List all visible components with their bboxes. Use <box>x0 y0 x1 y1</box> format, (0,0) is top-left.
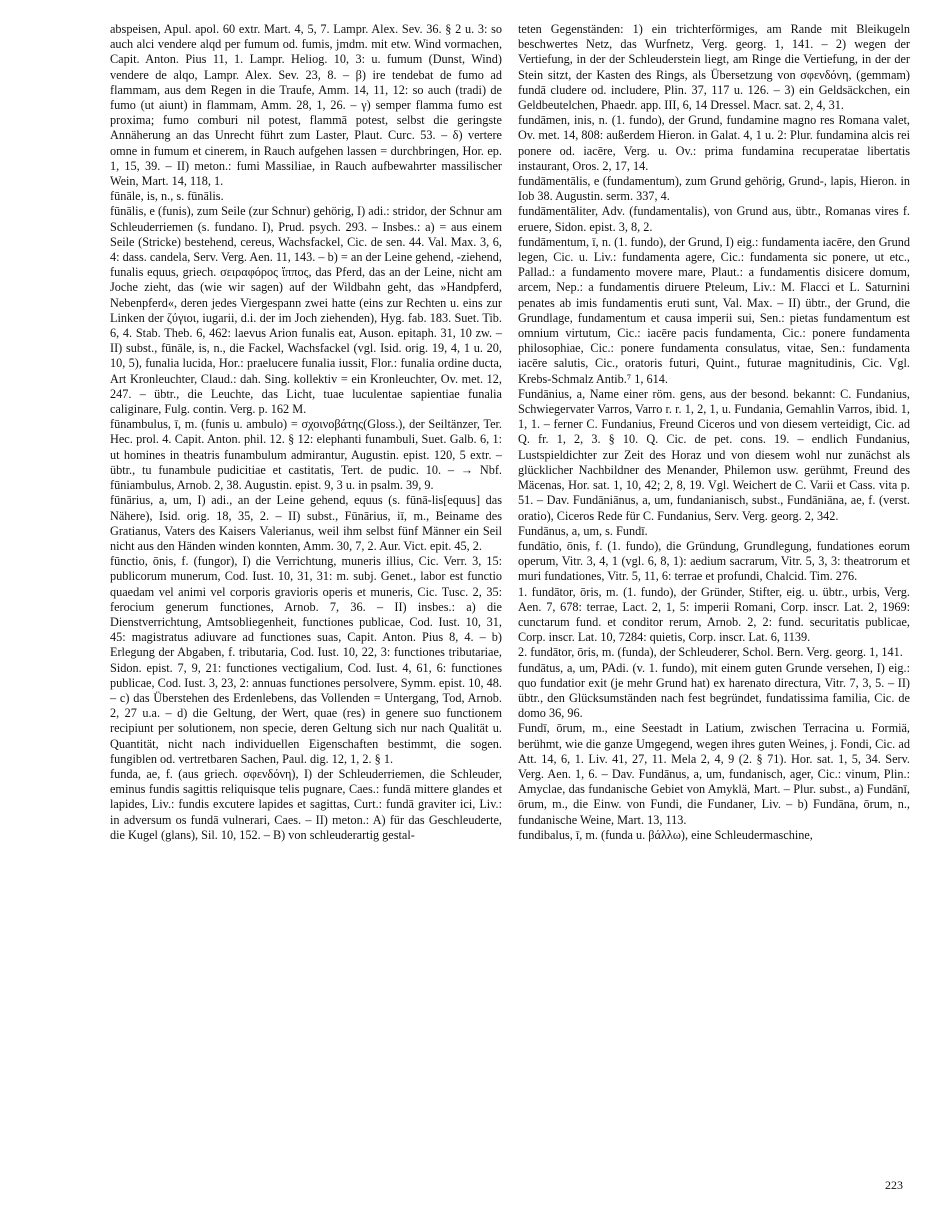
entry-text: 2. fundātor, ōris, m. (funda), der Schleuderer, Schol. Bern. Verg. georg. 1, 141. <box>518 645 903 660</box>
entry-text: teten Gegenständen: 1) ein trichterförmiges, am Rande mit Bleikugeln beschwertes Netz, das Wurfnetz, Verg. georg. 1, 141. – 2) wegen der Vertiefung, in der der Schleuderstein liegt, am Ringe die Vertiefung, in der der Stein sitzt, der Kasten des Rings, als Übersetzung von σφενδόνη, (gemmam) fundā cludere od. includere, Plin. 37, 117 u. 126. – 3) ein Geldsäckchen, ein Geldbeutelchen, Phaedr. app. III, 6, 14 Dressel. Macr. sat. 2, 4, 31. <box>518 22 910 113</box>
entry-text: fūnālis, e (funis), zum Seile (zur Schnur) gehörig, I) adi.: stridor, der Schnur am Schleuderriemen (s. fundano. I), Prud. psych. 293. – Insbes.: a) = aus einem Seile (Stricke) bestehend, cereus, Wachsfackel, Cic. de sen. 44. Val. Max. 3, 6, 4: dass. candela, Serv. Verg. Aen. 11, 143. – b) = an der Leine gehend, -ziehend, funalis equus, griech. σειραφόρος ἵππος, das Pferd, das an der Leine, nicht am Joche zieht, das (wie wir sagen) auf der Wildbahn geht, das »Handpferd, Nebenpferd«, deren jedes Viergespann zwei hatte (eins zur Rechten u. eins zur Linken der ζύγιοι, iugarii, d.i. der im Joch ziehenden), Hyg. fab. 183. Suet. Tib. 6, 4. Stab. Theb. 6, 462: laevus Arion funalis eat, Auson. epitaph. 31, 10 zw. – II) subst., fūnāle, is, n., die Fackel, Wachsfackel (vgl. Isid. orig. 19, 4, 1 u. 20, 10, 5), funalia lucida, Hor.: praelucere funalia iussit, Flor.: funalia ordine ducta, Art Kronleuchter, Claud.: dah. Sing. kollektiv = ein Kronleuchter, Ov. met. 12, 247. – übtr., die Leuchte, das Licht, tuae luculentae sapientiae funalia caliginare, Fulg. contin. Verg. p. 162 M. <box>110 204 502 417</box>
entry-text: Fundānus, a, um, s. Fundī. <box>518 523 648 538</box>
entry-text: fundāmen, inis, n. (1. fundo), der Grund, fundamine magno res Romana valet, Ov. met. 14, 808: außerdem Hieron. in Galat. 4, 1 u. 2: Plur. fundamina alcis rei ponere od. iacēre, Verg. u. Ov.: prima fundamina recuperatae libertatis instaurant, Oros. 2, 17, 14. <box>518 113 910 173</box>
entry-text: fundāmentāliter, Adv. (fundamentalis), von Grund aus, übtr., Romanas vires f. eruere, Sidon. epist. 3, 8, 2. <box>518 204 910 234</box>
entry-text: fundibalus, ī, m. (funda u. βάλλω), eine Schleudermaschine, <box>518 827 813 842</box>
page-number: 223 <box>885 1178 903 1192</box>
entry-text: Fundī, ōrum, m., eine Seestadt in Latium, zwischen Terracina u. Formiä, berühmt, wie die ganze Umgegend, wegen ihres guten Weines, j. Fondi, Cic. ad Att. 14, 6, 1. Liv. 41, 27, 11. Mela 2, 4, 9 (2. § 71). Hor. sat. 1, 5, 34. Serv. Verg. Aen. 1, 6. – Dav. Fundānus, a, um, fundanisch, ager, Cic.: vinum, Plin.: Amyclae, das fundanische Gebiet von Amyklä, Mart. – Plur. subst., a) Fundānī, ōrum, m., die Einw. von Fundi, die Fundaner, Liv. – b) Fundāna, ōrum, n., fundanische Weine, Mart. 13, 113. <box>518 721 910 827</box>
left-column <box>110 22 502 843</box>
entry-text: fundātus, a, um, PAdi. (v. 1. fundo), mit einem guten Grunde versehen, I) eig.: quo fundatior exit (je mehr Grund hat) ex harenato directura, Vitr. 7, 3, 5. – II) übtr., den Glücksumständen nach fest begründet, fundatissima familia, Cic. de domo 36, 96. <box>518 660 910 721</box>
entry-text: fundāmentālis, e (fundamentum), zum Grund gehörig, Grund-, lapis, Hieron. in Iob 38. Augustin. serm. 337, 4. <box>518 174 910 204</box>
entry-text: Fundānius, a, Name einer röm. gens, aus der besond. bekannt: C. Fundanius, Schwiegervater Varros, Varro r. r. 1, 2, 1, u. Fundania, Gemahlin Varros, ibid. 1, 1, 1. – ferner C. Fundanius, Freund Ciceros und von diesem verteidigt, Cic. ad Q. fr. 1, 2, 3. § 10. Q. Cic. de pet. cons. 19. – endlich Fundanius, Lustspieldichter zur Zeit des Horaz und von diesem wohl nur zunächst als glücklicher Nachbildner des Menander, Philemon usw. gerühmt, Freund des Mäcenas, Hor. sat. 1, 10, 42; 2, 8, 19. Vgl. Weichert de C. Varii et Cass. vita p. 51. – Dav. Fundāniānus, a, um, fundanianisch, subst., Fundāniāna, ae, f. (verst. oratio), Ciceros Rede für C. Fundanius, Serv. Verg. georg. 2, 342. <box>518 386 910 523</box>
entry-text: fūnārius, a, um, I) adi., an der Leine gehend, equus (s. fūnā-lis[equus] das Nähere), Isid. orig. 18, 35, 2. – II) subst., Fūnārius, iī, m., Beiname des Gratianus, Vaters des Kaisers Valerianus, weil ihm selbst fünf Männer ein Seil nicht aus den Händen winden konnten, Amm. 30, 7, 2. Aur. Vict. epit. 45, 2. <box>110 493 502 553</box>
entry-text: fūnambulus, ī, m. (funis u. ambulo) = σχοινοβάτης(Gloss.), der Seiltänzer, Ter. Hec. prol. 4. Capit. Anton. phil. 12. § 12: elephanti funambuli, Suet. Galb. 6, 1: ut homines in theatris funambulum admirantur, Augustin. epist. 120, 5 extr. – übtr., tu funambule pudicitiae et castitatis, Tert. de pudic. 10. – → Nbf. fūniambulus, Arnob. 2, 38. Augustin. epist. 9, 3 u. in psalm. 39, 9. <box>110 417 502 493</box>
entry-text: funda, ae, f. (aus griech. σφενδόνη), I) der Schleuderriemen, die Schleuder, eminus fundis sagittis reliquisque telis pugnare, Caes.: fundā mittere glandes et lapides, Liv.: fundis excutere lapides et sagittas, Curt.: fundā graviter ici, Liv.: in adversum os fundā vulnerari, Caes. – II) meton.: A) für das Geschleuderte, die Kugel (glans), Sil. 10, 152. – B) von schleuderartig gestal- <box>110 766 502 842</box>
right-column <box>518 22 910 843</box>
entry-text: fundāmentum, ī, n. (1. fundo), der Grund, I) eig.: fundamenta iacēre, den Grund legen, Cic. u. Liv.: fundamenta agere, Cic.: fundamenta sic ponere, ut etc., Pallad.: a fundamento movere mare, Plaut.: a fundamentis disicere domum, arcem, Nep.: a fundamentis diruere Pteleum, Liv.: M. Flacci et L. Saturnini penates ab imis fundamentis eruti sunt, Val. Max. – II) übtr., der Grund, die Grundlage, fundamentum et causa imperii sui, Sen.: pietas fundamentum est omnium virtutum, Cic.: iacēre pacis fundamenta, Cic.: ponere fundamenta philosophiae, Cic.: ponere fundamenta consulatus, vitae, Sen.: fundamenta iacēre salutis, Cic., oratoris futuri, Quint., futurae magnitudinis, Cic. Vgl. Krebs-Schmalz Antib.⁷ 1, 614. <box>518 234 910 386</box>
entry-text: fundātio, ōnis, f. (1. fundo), die Gründung, Grundlegung, fundationes eorum operum, Vitr. 3, 4, 1 (vgl. 6, 8, 1): aedium sacrarum, Vitr. 5, 3, 3: theatrorum et muri fundationes, Vitr. 5, 11, 6: terrae et profundi, Chalcid. Tim. 276. <box>518 538 910 584</box>
entry-text: abspeisen, Apul. apol. 60 extr. Mart. 4, 5, 7. Lampr. Alex. Sev. 36. § 2 u. 3: so auch alci vendere alqd per fumum od. fumis, jmdm. mit etw. Wind vormachen, Capit. Anton. Pius 11, 1. Lampr. Heliog. 10, 3: u. fumum (Dunst, Wind) vendere de alqo, Lampr. Alex. Sev. 23, 8. – β) ire tendebat de fumo ad flammam, aus dem Regen in die Traufe, Amm. 14, 11, 12: so auch (tradi) de fumo (ut aiunt) in flammam, Amm. 28, 1, 26. – γ) semper flamma fumo est proxima; fumo comburi nil potest, flammā potest, selbst die geringste Annäherung an das Unrecht führt zum Laster, Plaut. Curc. 53. – δ) vertere omne in fumum et cinerem, in Rauch aufgehen lassen = durchbringen, Hor. ep. 1, 15, 39. – II) meton.: fumi Massiliae, in Rauch aufbewahrter massilischer Wein, Mart. 14, 118, 1. <box>110 22 502 189</box>
entry-text: fūnāle, is, n., s. fūnālis. <box>110 189 224 204</box>
entry-text: 1. fundātor, ōris, m. (1. fundo), der Gründer, Stifter, eig. u. übtr., urbis, Verg. Aen. 7, 678: terrae, Lact. 2, 1, 5: imperii Romani, Corp. inscr. Lat. 2, 1969: cunctarum fund. et conditor rerum, Arnob. 2, 2: fund. securitatis publicae, Corp. inscr. Lat. 10, 7284: quietis, Corp. inscr. Lat. 6, 1139. <box>518 584 910 645</box>
entry-text: fūnctio, ōnis, f. (fungor), I) die Verrichtung, muneris illius, Cic. Verr. 3, 15: publicorum munerum, Cod. Iust. 10, 31, 31: m. subj. Genet., labor est functio quaedam vel animi vel corporis gravioris operis et muneris, Cic. Tusc. 2, 35: ferocium generum functiones, Arnob. 7, 36. – II) insbes.: a) die Dienstverrichtung, Amtsobliegenheit, functiones publicae, Cod. Iust. 10, 31, 45: magistratus adiuvare ad functiones suas, Capit. Anton. Pius 8, 4. – b) Erlegung der Abgaben, f. tributaria, Cod. Iust. 10, 22, 3: functiones tributariae, Sidon. epist. 7, 9, 21: functiones vectigalium, Cod. Iust. 4, 61, 6: functiones publicae, Cod. Iust. 3, 23, 2: annuas functiones persolvere, Symm. epist. 10, 48. – c) das Überstehen des Erdenlebens, das Vollenden = Untergang, Tod, Arnob. 2, 27 u.a. – d) die Geltung, der Wert, quae (res) in genere suo functionem recipiunt per solutionem, non specie, deren Geltung sich nur nach Qualität u. Quantität, nicht nach individuellen Eigenschaften bestimmt, die sogen. fungiblen od. vertretbaren Sachen, Paul. dig. 12, 1, 2. § 1. <box>110 554 502 766</box>
